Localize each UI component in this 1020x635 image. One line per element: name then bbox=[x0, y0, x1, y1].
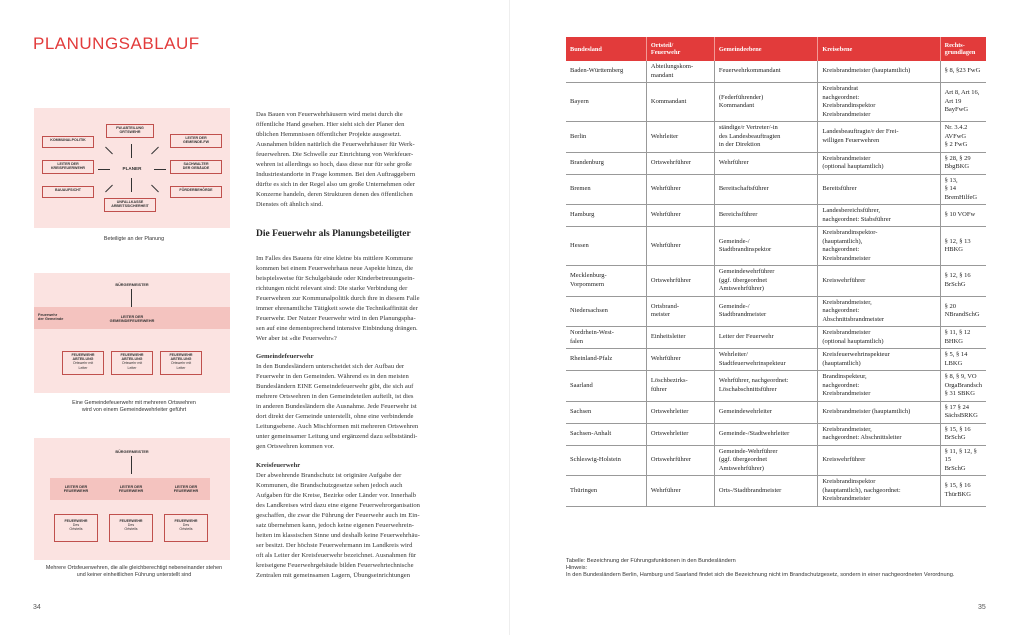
table-cell: Gemeinde-Wehrführer (ggf. übergeordnet Amtswehrführer) bbox=[714, 445, 818, 476]
table-cell: § 28, § 29 BbgBKG bbox=[940, 152, 986, 174]
table-row bbox=[566, 83, 986, 122]
table-cell: Kreisbrandmeister (optional hauptamtlich) bbox=[818, 152, 940, 174]
table-cell: Bayern bbox=[566, 83, 646, 122]
table-cell: Feuerwehrkommandant bbox=[714, 61, 818, 83]
kreisfeuerwehr-paragraph: Der abwehrende Brandschutz ist originäre Aufgabe der Kommunen, die Brandschutzgesetze sehen jedoch auch Aufgaben für die Kreise, Bezirke oder Länder vor. Innerhalb des Landkreises wird dazu eine eigene Feuerwehrorganisation geschaffen, die zwar die Führung der Feuerwehr auch im Ein- satz übernehmen kann, jedoch keine eigenen Feuerwehrein- heiten im klassischen Sinne und deshalb keine Feuerwehrhäu- ser besitzt. Der höchste Feuerwehrmann im Landkreis wird oft als Leiter der Kreisfeuerwehr bezeichnet. Ausnahmen für kreiseigene Feuerwehrgebäude bilden Feuerwehrtechnische Zentralen mit gemeinsamen Lagern, Übungseinrichtungen bbox=[256, 472, 420, 579]
table-cell: Wehrführer bbox=[646, 205, 714, 227]
table-cell: Baden-Württemberg bbox=[566, 61, 646, 83]
diagram3-unit-sub: Des Ortsteils bbox=[124, 523, 138, 532]
table-cell: Kreisfeuerwehrinspekteur (hauptamtlich) bbox=[818, 349, 940, 371]
note-text: In den Bundesländern Berlin, Hamburg und Saarland findet sich die Bezeichnung nicht im Brandschutzgesetz, sondern in einer nachgeordneten Verordnung. bbox=[566, 572, 955, 578]
gemeindefeuerwehr-paragraph: In den Bundesländern unterscheidet sich der Aufbau der Feuerwehr in den Gemeinden. Während es in den meisten Bundesländern EINE Gemeindefeuerwehr gibt, die sich auf mehrere Ortswehren in den Gemeindeteilen aufteilt, ist dies in anderen Bundesländern die Ausnahme. Jede Feuerwehr ist dort direkt der Gemeinde unterstellt, ohne eine verbindende Leitungsebene. Auch Mischformen mit mehreren Ortswehren unter gemeinsamer Leitung und ergänzend dazu selbstständi- gen Ortswehren kommen vor. bbox=[256, 363, 419, 450]
table-cell: Wehrführer bbox=[646, 476, 714, 507]
diagram-center-label: PLANER bbox=[122, 166, 142, 171]
leadership-table bbox=[566, 37, 986, 507]
diagram3-head: BÜRGERMEISTER bbox=[115, 450, 149, 454]
arrow-diag-tr bbox=[151, 147, 159, 155]
diagram3-leader: LEITER DER FEUERWEHR bbox=[118, 485, 144, 493]
table-row bbox=[566, 476, 986, 507]
table-cell: Kreisbrandmeister (optional hauptamtlich) bbox=[818, 327, 940, 349]
diagram3-unit-sub: Des Ortsteils bbox=[69, 523, 83, 532]
table-cell: Art 8, Art 16, Art 19 BayFwG bbox=[940, 83, 986, 122]
diagram2-line bbox=[131, 289, 132, 307]
table-cell: Bereitschaftsführer bbox=[714, 174, 818, 205]
table-cell: Rheinland-Pfalz bbox=[566, 349, 646, 371]
table-cell: Wehrleiter bbox=[646, 122, 714, 153]
col-header-rechtsgrundlagen: Rechts- grundlagen bbox=[940, 37, 986, 61]
table-row bbox=[566, 205, 986, 227]
table-row bbox=[566, 423, 986, 445]
table-cell: Nordrhein-West- falen bbox=[566, 327, 646, 349]
diagram3-unit-sub: Des Ortsteils bbox=[179, 523, 193, 532]
diagram2-unit-title: FEUERWEHR ABTEILUNG bbox=[71, 353, 95, 362]
table-cell: Orts-/Stadtbrandmeister bbox=[714, 476, 818, 507]
diagram1-caption: Beteiligte an der Planung bbox=[103, 236, 165, 242]
table-cell: Gemeindewehrleiter bbox=[714, 401, 818, 423]
table-cell: Wehrführer bbox=[646, 174, 714, 205]
table-cell: Thüringen bbox=[566, 476, 646, 507]
table-cell: Ortswehrleiter bbox=[646, 401, 714, 423]
table-row bbox=[566, 296, 986, 327]
table-cell: Abteilungskom- mandant bbox=[646, 61, 714, 83]
diagram2-unit-title: FEUERWEHR ABTEILUNG bbox=[120, 353, 144, 362]
table-row bbox=[566, 327, 986, 349]
diagram3-unit bbox=[164, 514, 208, 542]
table-cell: Sachsen bbox=[566, 401, 646, 423]
diagram3-line bbox=[131, 456, 132, 474]
table-cell: § 12, § 16 BrSchG bbox=[940, 266, 986, 297]
diagram-box-right2: SACHWALTER DER GEBÄUDE bbox=[170, 160, 222, 174]
planning-diagram bbox=[34, 108, 230, 228]
diagram3-unit bbox=[109, 514, 153, 542]
col-header-ortsteil: Ortsteil/ Feuerwehr bbox=[646, 37, 714, 61]
table-cell: ständige/r Vertreter/-in des Landesbeauftragten in der Direktion bbox=[714, 122, 818, 153]
table-cell: Wehrführer, nachgeordnet: Löschabschnittsführer bbox=[714, 371, 818, 402]
note-label: Hinweis: bbox=[566, 565, 588, 571]
diagram2-unit-sub: Ortswehr mit Leiter bbox=[121, 361, 143, 370]
table-cell: § 17 § 24 SächsBRKG bbox=[940, 401, 986, 423]
table-row bbox=[566, 61, 986, 83]
table-cell: § 13, § 14 BremHilfeG bbox=[940, 174, 986, 205]
table-cell: § 11, § 12, § 15 BrSchG bbox=[940, 445, 986, 476]
table-cell: Kreisbrandmeister (hauptamtlich) bbox=[818, 61, 940, 83]
table-cell: Gemeindewehrführer (ggf. übergeordnet Amtswehrführer) bbox=[714, 266, 818, 297]
table-cell: Gemeinde-/Stadtwehrleiter bbox=[714, 423, 818, 445]
table-row bbox=[566, 445, 986, 476]
diagram2-unit-title: FEUERWEHR ABTEILUNG bbox=[169, 353, 193, 362]
table-cell: Löschbezirks- führer bbox=[646, 371, 714, 402]
diagram2-unit-sub: Ortswehr mit Leiter bbox=[170, 361, 192, 370]
page-number-left: 34 bbox=[33, 604, 41, 611]
gemeindefeuerwehr-diagram bbox=[34, 273, 230, 393]
table-cell: § 8, § 9, VO OrgaBrandsch § 31 SBKG bbox=[940, 371, 986, 402]
table-cell: Kreiswehrführer bbox=[818, 266, 940, 297]
arrow-right bbox=[154, 169, 166, 170]
page-title: PLANUNGSABLAUF bbox=[33, 34, 200, 53]
diagram3-caption: Mehrere Ortsfeuerwehren, die alle gleichberechtigt nebeneinander stehen und keiner einheitlichen Führung unterstellt sind bbox=[45, 565, 223, 578]
table-header-row bbox=[566, 37, 986, 61]
diagram3-leader: LEITER DER FEUERWEHR bbox=[173, 485, 199, 493]
table-cell: Ortsbrand- meister bbox=[646, 296, 714, 327]
table-row bbox=[566, 371, 986, 402]
table-cell: § 10 VOFw bbox=[940, 205, 986, 227]
diagram2-side: Feuerwehr der Gemeinde bbox=[38, 313, 64, 321]
table-cell: Bereitsführer bbox=[818, 174, 940, 205]
col-header-gemeindeebene: Gemeindeebene bbox=[714, 37, 818, 61]
table-cell: (Federführender) Kommandant bbox=[714, 83, 818, 122]
diagram2-unit bbox=[111, 351, 153, 375]
diagram2-unit-sub: Ortswehr mit Leiter bbox=[72, 361, 94, 370]
table-cell: Leiter der Feuerwehr bbox=[714, 327, 818, 349]
arrow-left bbox=[98, 169, 110, 170]
diagram-box-right1: LEITER DER GEMEINDE-FW bbox=[170, 134, 222, 148]
table-cell: Saarland bbox=[566, 371, 646, 402]
table-cell: Kreisbrandmeister, nachgeordnet: Abschnittsleiter bbox=[818, 423, 940, 445]
diagram2-leader: LEITER DER GEMEINDEFEUERWEHR bbox=[109, 315, 155, 323]
table-cell: Wehrführer bbox=[646, 227, 714, 266]
table-cell: Schleswig-Holstein bbox=[566, 445, 646, 476]
diagram-box-right3: FÖRDERBEHÖRDE bbox=[170, 186, 222, 198]
col-header-bundesland: Bundesland bbox=[566, 37, 646, 61]
diagram2-unit bbox=[62, 351, 104, 375]
table-row bbox=[566, 266, 986, 297]
diagram3-unit-title: FEUERWEHR bbox=[64, 519, 88, 523]
table-cell: § 12, § 13 HBKG bbox=[940, 227, 986, 266]
diagram3-leader: LEITER DER FEUERWEHR bbox=[63, 485, 89, 493]
table-cell: Kreisbrandinspektor (hauptamtlich), nachgeordnet: Kreisbrandmeister bbox=[818, 476, 940, 507]
table-row bbox=[566, 401, 986, 423]
table-row bbox=[566, 174, 986, 205]
table-cell: Bremen bbox=[566, 174, 646, 205]
diagram-box-top: FW-ABTEILUNG ORTSWEHR bbox=[106, 124, 154, 138]
table-cell: Hessen bbox=[566, 227, 646, 266]
arrow-diag-br bbox=[151, 185, 159, 193]
table-cell: Niedersachsen bbox=[566, 296, 646, 327]
ortsfeuerwehren-diagram bbox=[34, 438, 230, 560]
diagram2-unit bbox=[160, 351, 202, 375]
table-cell: Wehrführer bbox=[646, 349, 714, 371]
arrow-down bbox=[131, 178, 132, 192]
table-cell: § 5, § 14 LBKG bbox=[940, 349, 986, 371]
arrow-diag-tl bbox=[105, 147, 113, 155]
arrow-up bbox=[131, 144, 132, 158]
table-cell: Ortswehrleiter bbox=[646, 423, 714, 445]
table-cell: Nr. 3.4.2 AVFwG § 2 FwG bbox=[940, 122, 986, 153]
page-number-right: 35 bbox=[978, 604, 986, 611]
diagram-box-left1: KOMMUNALPOLITIK bbox=[42, 136, 94, 148]
table-caption: Tabelle: Bezeichnung der Führungsfunktionen in den Bundesländern bbox=[566, 558, 736, 564]
col-header-kreisebene: Kreisebene bbox=[818, 37, 940, 61]
table-cell: Hamburg bbox=[566, 205, 646, 227]
table-cell: Landesbereichsführer, nachgeordnet: Stabsführer bbox=[818, 205, 940, 227]
diagram-box-bottom: UNFALLKASSE ARBEITSSICHERHEIT bbox=[104, 198, 156, 212]
table-row bbox=[566, 349, 986, 371]
table-cell: § 15, § 16 ThürBKG bbox=[940, 476, 986, 507]
table-body bbox=[566, 61, 986, 506]
diagram3-unit-title: FEUERWEHR bbox=[119, 519, 143, 523]
table-cell: Gemeinde-/ Stadtbrandmeister bbox=[714, 296, 818, 327]
table-cell: Kommandant bbox=[646, 83, 714, 122]
table-cell: Berlin bbox=[566, 122, 646, 153]
diagram3-unit-title: FEUERWEHR bbox=[174, 519, 198, 523]
table-cell: Kreisbrandmeister, nachgeordnet: Abschnittsbrandmeister bbox=[818, 296, 940, 327]
table-cell: Ortswehrführer bbox=[646, 266, 714, 297]
table-notes bbox=[566, 558, 954, 579]
table-cell: Kreisbrandmeister (hauptamtlich) bbox=[818, 401, 940, 423]
diagram-box-left3: BAUAUFSICHT bbox=[42, 186, 94, 198]
table-cell: Wehrleiter/ Stadtfeuerwehrinspekteur bbox=[714, 349, 818, 371]
table-cell: § 20 NBrandSchG bbox=[940, 296, 986, 327]
table-row bbox=[566, 227, 986, 266]
table-cell: Ortswehrführer bbox=[646, 152, 714, 174]
table-cell: § 11, § 12 BHKG bbox=[940, 327, 986, 349]
table-cell: Sachsen-Anhalt bbox=[566, 423, 646, 445]
subheading-kreisfeuerwehr: Kreisfeuerwehr bbox=[256, 462, 301, 469]
intro-paragraph: Das Bauen von Feuerwehrhäusern wird meist durch die öffentliche Hand gesehen. Hier sieht sich der Planer den üblichen Hemmnissen öffentlicher Projekte ausgesetzt. Ausnahmen bilden natürlich die Feuerwehrhäuser für Werk- feuerwehren. Die Schwelle zur Einrichtung von Werkfeuer- wehren ist allerdings so hoch, dass diese nur für sehr große Industriestandorte in Frage kommen. Bei den Auftraggebern dürfte es sich in der Regel also um große Unternehmen oder Konzerne handeln, deren Strukturen denen des öffentlichen Dienstes oft ähnlich sind. bbox=[256, 111, 416, 208]
table-row bbox=[566, 152, 986, 174]
diagram2-caption: Eine Gemeindefeuerwehr mit mehreren Ortswehren wird von einem Gemeindewehrleiter geführt bbox=[72, 400, 196, 413]
table-cell: § 15, § 16 BrSchG bbox=[940, 423, 986, 445]
diagram3-unit bbox=[54, 514, 98, 542]
table-cell: Einheitsleiter bbox=[646, 327, 714, 349]
table-cell: Wehrführer bbox=[714, 152, 818, 174]
table-cell: Bereichsführer bbox=[714, 205, 818, 227]
section-heading: Die Feuerwehr als Planungsbeteiligter bbox=[256, 229, 411, 239]
table-cell: Gemeinde-/ Stadtbrandinspektor bbox=[714, 227, 818, 266]
subheading-gemeindefeuerwehr: Gemeindefeuerwehr bbox=[256, 353, 314, 360]
table-cell: Brandenburg bbox=[566, 152, 646, 174]
table-cell: Mecklenburg- Vorpommern bbox=[566, 266, 646, 297]
table-cell: § 8, §23 FwG bbox=[940, 61, 986, 83]
table-cell: Ortswehrführer bbox=[646, 445, 714, 476]
table-cell: Landesbeauftragte/r der Frei- willigen Feuerwehren bbox=[818, 122, 940, 153]
table-cell: Kreisbrandinspektor- (hauptamtlich), nachgeordnet: Kreisbrandmeister bbox=[818, 227, 940, 266]
table-cell: Brandinspekteur, nachgeordnet: Kreisbrandmeister bbox=[818, 371, 940, 402]
table-row bbox=[566, 122, 986, 153]
diagram2-head: BÜRGERMEISTER bbox=[115, 283, 149, 287]
main-paragraph: Im Falles des Bauens für eine kleine bis mittlere Kommune kommen bei einem Feuerwehrhaus neue Aspekte hinzu, die beispielsweise für Schulgebäude oder Kinderbetreuungsein- richtungen nicht relevant sind: Die starke Verbindung der Feuerwehren zur Kommunalpolitik durch ihre in diesem Falle immer ehrenamtliche Tätigkeit sowie die Technikaffinität der Feuerwehr. Der Nutzer Feuerwehr wird in den Planungspha- sen auf eine dementsprechend intensive Einbindung drängen. Wer aber ist »die Feuerwehr«? bbox=[256, 255, 420, 342]
diagram-box-left2: LEITER DER KREISFEUERWEHR bbox=[42, 160, 94, 174]
arrow-diag-bl bbox=[105, 185, 113, 193]
table-cell: Kreisbrandrat nachgeordnet: Kreisbrandinspektor Kreisbrandmeister bbox=[818, 83, 940, 122]
table-cell: Kreiswehrführer bbox=[818, 445, 940, 476]
